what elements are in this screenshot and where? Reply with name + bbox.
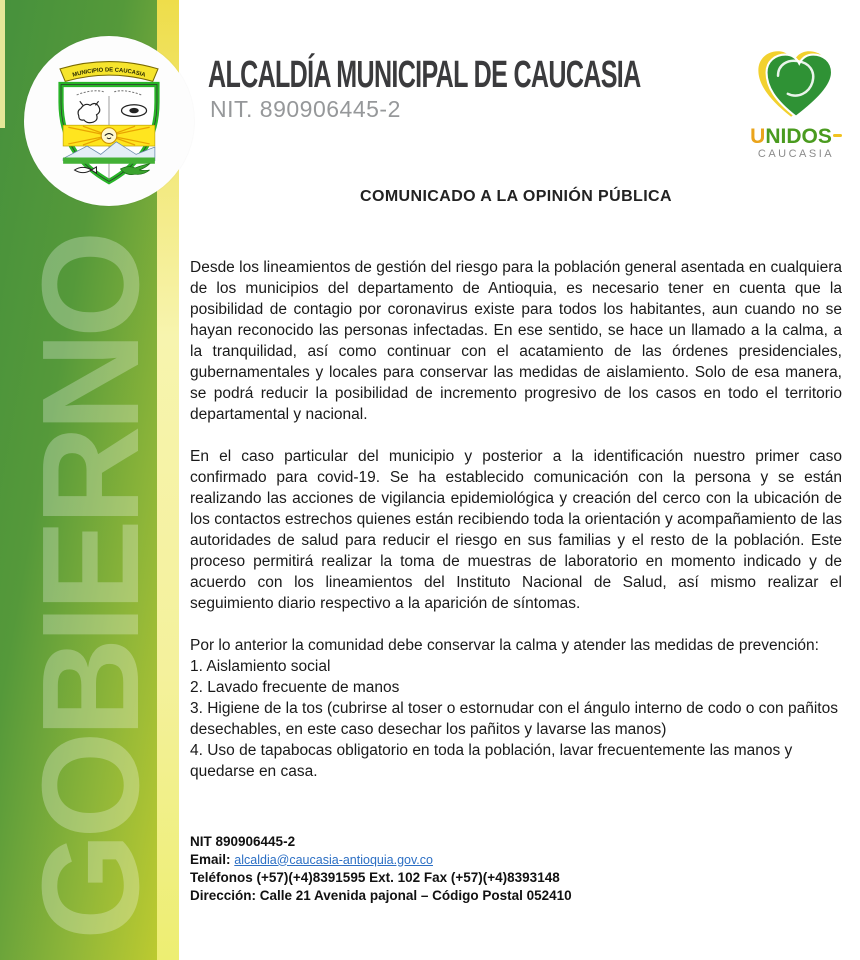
crest-circle bbox=[24, 36, 194, 206]
prevention-item-3: 3. Higiene de la tos (cubrirse al toser o estornudar con el ángulo interno de codo o con pañitos desechables, en este caso desechar los pañitos y lavarse las manos) bbox=[190, 700, 838, 738]
gobierno-watermark: GOBIERNO bbox=[14, 236, 168, 940]
footer-email-link[interactable]: alcaldia@caucasia-antioquia.gov.co bbox=[234, 852, 433, 867]
brand-subtitle: CAUCASIA bbox=[757, 148, 835, 160]
unidos-letter-u: U bbox=[750, 125, 766, 148]
footer-contact-block bbox=[190, 833, 750, 904]
municipal-crest bbox=[41, 48, 177, 194]
unidos-letters-rest: NIDOS bbox=[765, 125, 832, 148]
paragraph-1: Desde los lineamientos de gestión del riesgo para la población general asentada en cualquiera de los municipios del departamento de Antioquia, es necesario tener en cuenta que la posibilidad de contagio por coronavirus existe para todos los habitantes, aun cuando no se hayan reconocido las personas infectadas. En ese sentido, se hace un llamado a la calma, a la tranquilidad, así como continuar con el acatamiento de las órdenes presidenciales, gubernamentales y locales para conservar las medidas de aislamiento. Solo de esa manera, se podrá reducir la posibilidad de incremento progresivo de los casos en todo el territorio departamental y nacional. bbox=[190, 259, 842, 423]
footer-email-line bbox=[190, 851, 750, 870]
unidos-wordmark bbox=[736, 127, 856, 147]
crest-banner-text: MUNICIPIO DE CAUCASIA bbox=[71, 67, 147, 79]
document-heading: COMUNICADO A LA OPINIÓN PÚBLICA bbox=[360, 188, 672, 205]
unidos-caucasia-logo bbox=[736, 48, 856, 160]
footer-nit: NIT 890906445-2 bbox=[190, 834, 296, 849]
paragraph-3-intro: Por lo anterior la comunidad debe conservar la calma y atender las medidas de prevención: bbox=[190, 637, 819, 654]
footer-phones: Teléfonos (+57)(+4)8391595 Ext. 102 Fax (+57)(+4)8393148 bbox=[190, 870, 560, 885]
document-body bbox=[190, 186, 842, 782]
paragraph-2: En el caso particular del municipio y posterior a la identificación nuestro primer caso confirmado para covid-19. Se ha establecido comunicación con la persona y se están realizando las acciones de vigilancia epidemiológica y creación del cerco con la ubicación de los contactos estrechos quienes están recibiendo toda la orientación y acompañamiento de las autoridades de salud para reducir el riesgo en sus familias y el resto de la población. Este proceso permitirá realizar la toma de muestras de laboratorio en momento indicado y de acuerdo con los lineamientos del Instituto Nacional de Salud, así mismo realizar el seguimiento diario respectivo a la aparición de síntomas. bbox=[190, 448, 842, 612]
footer-email-label: Email: bbox=[190, 851, 231, 867]
crest-sun-band bbox=[63, 125, 155, 146]
page-title: ALCALDÍA MUNICIPAL DE CAUCASIA bbox=[208, 54, 641, 96]
unidos-dash bbox=[833, 134, 842, 137]
left-corner-sliver bbox=[0, 0, 5, 128]
prevention-item-1: 1. Aislamiento social bbox=[190, 658, 331, 675]
header-nit: NIT. 890906445-2 bbox=[210, 96, 401, 122]
unidos-heart-icon bbox=[754, 48, 838, 120]
prevention-item-2: 2. Lavado frecuente de manos bbox=[190, 679, 400, 696]
prevention-item-4: 4. Uso de tapabocas obligatorio en toda la población, lavar frecuentemente las manos y quedarse en casa. bbox=[190, 742, 793, 780]
footer-address: Dirección: Calle 21 Avenida pajonal – Código Postal 052410 bbox=[190, 887, 572, 903]
